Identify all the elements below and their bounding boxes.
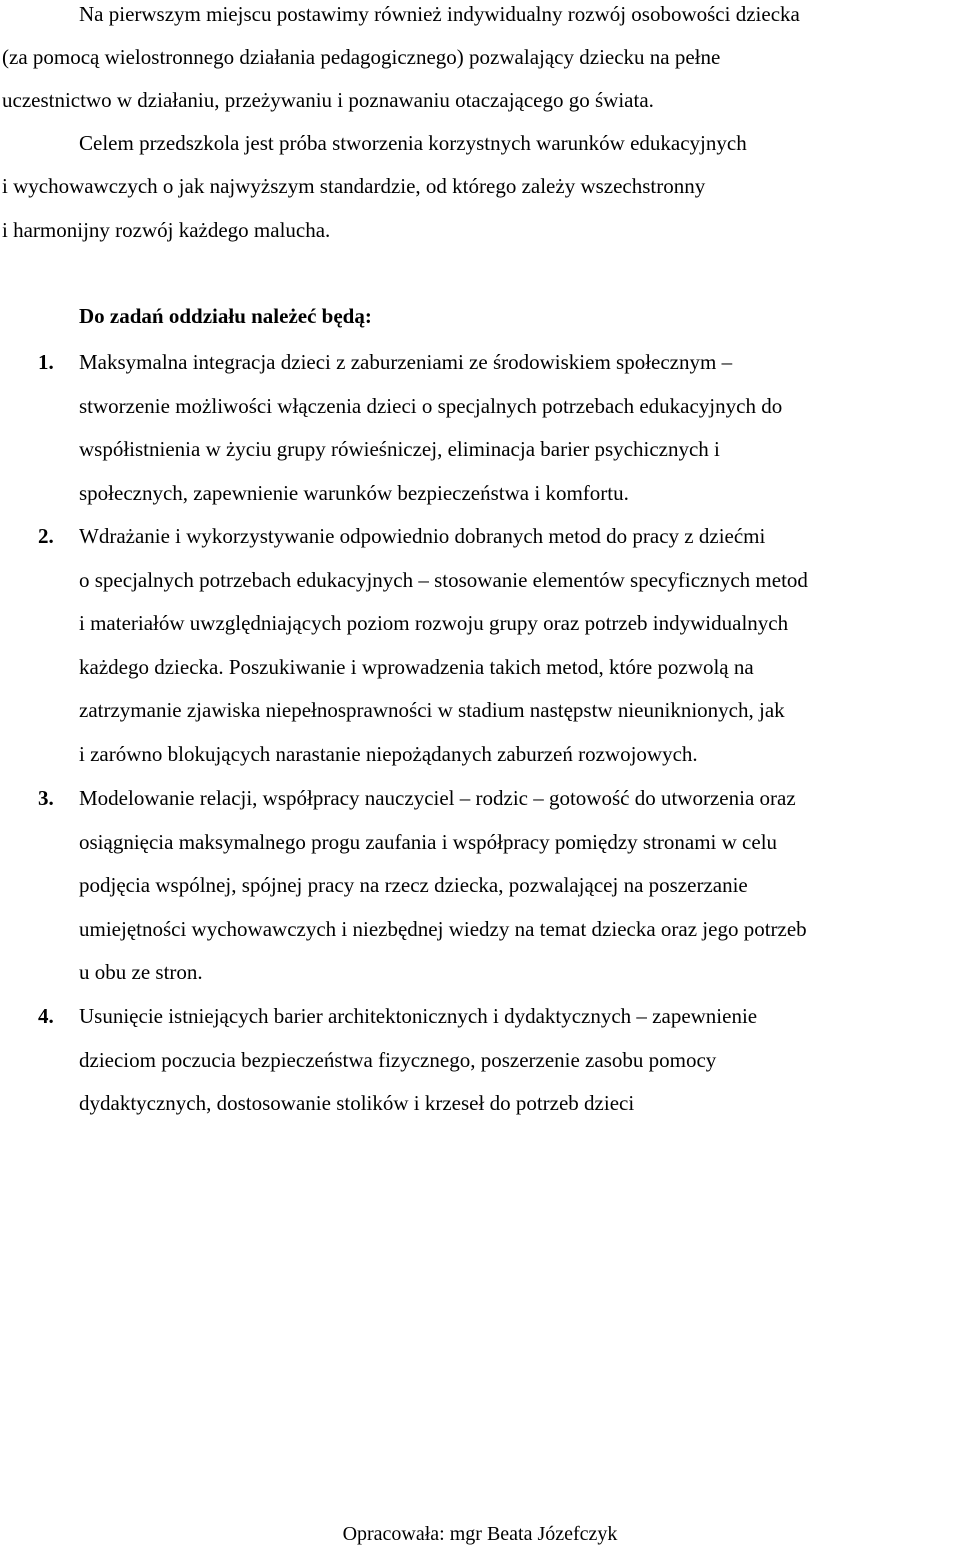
list-item-line: współistnienia w życiu grupy rówieśniczej, eliminacja barier psychicznych i <box>79 437 720 461</box>
list-item-line: u obu ze stron. <box>79 960 203 984</box>
list-item-line: stworzenie możliwości włączenia dzieci o specjalnych potrzebach edukacyjnych do <box>79 394 783 418</box>
list-item-number: 1. <box>38 350 54 374</box>
list-item-line: i materiałów uwzględniających poziom rozwoju grupy oraz potrzeb indywidualnych <box>79 611 789 635</box>
list-item-line: Wdrażanie i wykorzystywanie odpowiednio dobranych metod do pracy z dziećmi <box>79 524 766 548</box>
intro-line: i wychowawczych o jak najwyższym standardzie, od którego zależy wszechstronny <box>2 174 706 198</box>
list-item-line: i zarówno blokujących narastanie niepożądanych zaburzeń rozwojowych. <box>79 742 698 766</box>
list-item-line: zatrzymanie zjawiska niepełnosprawności w stadium następstw nieuniknionych, jak <box>79 698 785 722</box>
list-item-line: dydaktycznych, dostosowanie stolików i krzeseł do potrzeb dzieci <box>79 1091 635 1115</box>
list-item-number: 2. <box>38 524 54 548</box>
section-heading: Do zadań oddziału należeć będą: <box>79 304 372 328</box>
intro-line: Celem przedszkola jest próba stworzenia korzystnych warunków edukacyjnych <box>79 131 747 155</box>
list-item-line: osiągnięcia maksymalnego progu zaufania i współpracy pomiędzy stronami w celu <box>79 830 778 854</box>
list-item-line: każdego dziecka. Poszukiwanie i wprowadzenia takich metod, które pozwolą na <box>79 655 754 679</box>
list-item-line: dzieciom poczucia bezpieczeństwa fizycznego, poszerzenie zasobu pomocy <box>79 1048 717 1072</box>
list-item-line: społecznych, zapewnienie warunków bezpieczeństwa i komfortu. <box>79 481 629 505</box>
list-item-number: 4. <box>38 1004 54 1028</box>
list-item-line: podjęcia wspólnej, spójnej pracy na rzecz dziecka, pozwalającej na poszerzanie <box>79 873 748 897</box>
intro-line: i harmonijny rozwój każdego malucha. <box>2 218 331 242</box>
intro-line: uczestnictwo w działaniu, przeżywaniu i poznawaniu otaczającego go świata. <box>2 88 654 112</box>
page-footer: Opracowała: mgr Beata Józefczyk <box>342 1523 618 1545</box>
list-item-number: 3. <box>38 786 54 810</box>
list-item-line: Maksymalna integracja dzieci z zaburzeniami ze środowiskiem społecznym – <box>79 350 733 374</box>
list-item-line: Modelowanie relacji, współpracy nauczyciel – rodzic – gotowość do utworzenia oraz <box>79 786 796 810</box>
list-item-line: Usunięcie istniejących barier architektonicznych i dydaktycznych – zapewnienie <box>79 1004 758 1028</box>
intro-line: Na pierwszym miejscu postawimy również indywidualny rozwój osobowości dziecka <box>79 2 800 26</box>
list-item-line: umiejętności wychowawczych i niezbędnej wiedzy na temat dziecka oraz jego potrzeb <box>79 917 807 941</box>
intro-line: (za pomocą wielostronnego działania pedagogicznego) pozwalający dziecku na pełne <box>2 45 721 69</box>
list-item-line: o specjalnych potrzebach edukacyjnych – stosowanie elementów specyficznych metod <box>79 568 808 592</box>
